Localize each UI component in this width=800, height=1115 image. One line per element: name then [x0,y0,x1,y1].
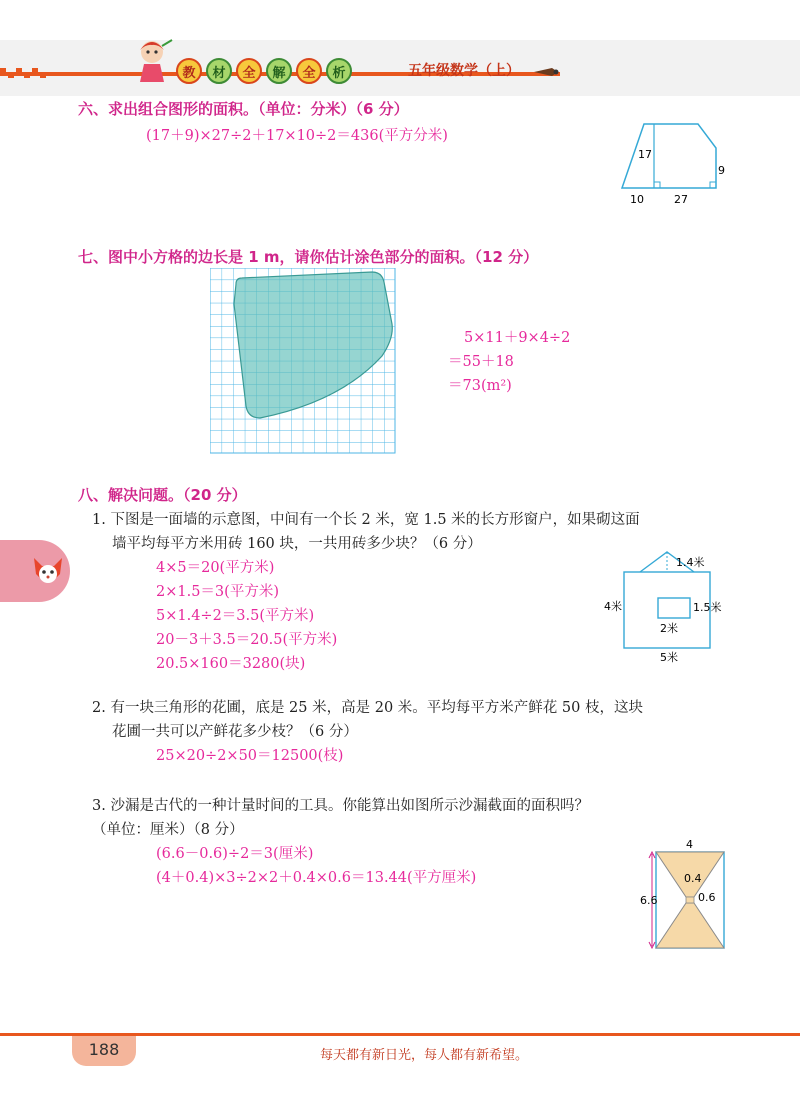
label-window-height: 1.5米 [693,601,722,614]
q2-text-line-2: 花圃一共可以产鲜花多少枝？（6 分） [112,724,358,740]
section-6-title: 六、求出组合图形的面积。（单位：分米）（6 分） [78,100,409,118]
section-7-title: 七、图中小方格的边长是 1 m，请你估计涂色部分的面积。（12 分） [78,248,539,266]
label-window-width: 2米 [660,622,678,635]
title-badge: 材 [206,58,232,84]
q1-answer-2: 2×1.5＝3(平方米) [156,584,279,600]
hourglass-figure [640,838,740,954]
q1-answer-3: 5×1.4÷2＝3.5(平方米) [156,608,315,624]
wall-figure [604,548,728,664]
girl-mascot-icon [128,36,176,84]
label-9: 9 [718,164,725,177]
title-badge: 全 [236,58,262,84]
label-17: 17 [638,148,652,161]
label-height: 6.6 [640,894,658,907]
q2-answer: 25×20÷2×50＝12500(枝) [156,748,344,764]
section-7-answer-line-3: ＝73(m²) [448,378,512,394]
label-10: 10 [630,193,644,206]
label-height: 4米 [604,600,622,613]
footer-motto: 每天都有新日光，每人都有新希望。 [320,1048,529,1063]
combined-shape-figure [616,118,728,210]
q1-answer-1: 4×5＝20(平方米) [156,560,275,576]
section-6-answer: (17＋9)×27÷2＋17×10÷2＝436(平方分米) [146,128,448,144]
label-neck: 0.4 [684,872,702,885]
q1-answer-5: 20.5×160＝3280(块) [156,656,306,672]
label-width: 5米 [660,651,678,664]
q1-answer-4: 20－3＋3.5＝20.5(平方米) [156,632,338,648]
pen-icon [532,66,560,78]
label-27: 27 [674,193,688,206]
header-band [0,40,800,96]
grid-figure [210,268,396,454]
q3-answer-2: (4＋0.4)×3÷2×2＋0.4×0.6＝13.44(平方厘米) [156,870,477,886]
q3-answer-1: (6.6－0.6)÷2＝3(厘米) [156,846,314,862]
title-badge: 解 [266,58,292,84]
section-8-title: 八、解决问题。（20 分） [78,486,247,504]
title-badge: 教 [176,58,202,84]
q3-text-line-2: （单位：厘米）（8 分） [92,822,244,838]
side-tab [0,540,70,602]
section-7-answer-line-1: 5×11＋9×4÷2 [464,330,571,346]
title-badge: 全 [296,58,322,84]
book-title-badges [176,58,352,84]
page-number: 188 [88,1040,120,1059]
title-badge: 析 [326,58,352,84]
q3-text-line-1: 3. 沙漏是古代的一种计量时间的工具。你能算出如图所示沙漏截面的面积吗？ [92,798,589,814]
fox-mascot-icon [28,550,68,590]
label-top: 4 [686,838,693,851]
section-7-answer-line-2: ＝55＋18 [448,354,514,370]
q2-text-line-1: 2. 有一块三角形的花圃，底是 25 米，高是 20 米。平均每平方米产鲜花 50 枝，这块 [92,700,643,716]
grade-subject: 五年级数学（上） [408,63,520,79]
label-roof: 1.4米 [676,556,705,569]
q1-text-line-2: 墙平均每平方米用砖 160 块，一共用砖多少块？（6 分） [112,536,482,552]
q1-text-line-1: 1. 下图是一面墙的示意图，中间有一个长 2 米，宽 1.5 米的长方形窗户，如果砌这面 [92,512,640,528]
label-neck-height: 0.6 [698,891,716,904]
